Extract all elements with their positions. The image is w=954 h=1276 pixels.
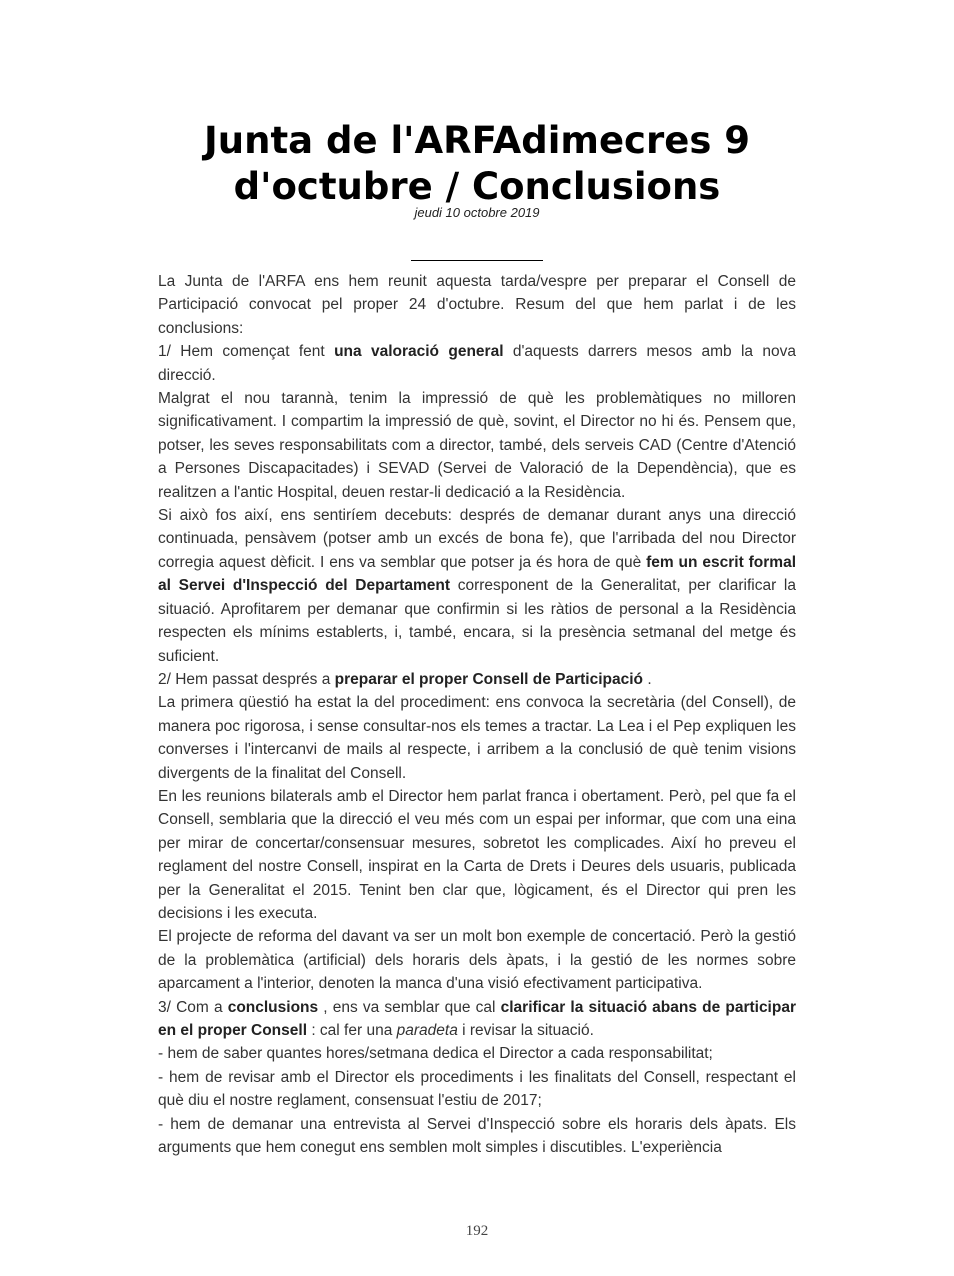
text-run: 2/ Hem passat després a [158,670,335,688]
text-run: corresponent de la Generalitat, per clarificar la situació. Aprofitarem per demanar que confirmin si les ràtios de personal a la Residència respecten els mínims establerts, i, també, encara, si la presència setmanal del metge és suficient. [158,577,796,665]
text-run: . [643,670,652,688]
post-date: jeudi 10 octobre 2019 [414,205,540,220]
text-run: 3/ Com a [158,998,228,1016]
paragraph-point-3 [158,996,796,1043]
paragraph-procediment: La primera qüestió ha estat la del procediment: ens convoca la secretària (del Consell), de manera poc rigorosa, i sense consultar-nos els temes a tractar. La Lea i el Pep expliquen les converses i l'intercanvi de mails al respecte, i arribem a la conclusió de què tenim visions divergents de la finalitat del Consell. [158,694,796,782]
bold-run: una valoració general [334,343,504,361]
article-body [158,270,796,1159]
text-run: i revisar la situació. [457,1022,594,1039]
text-run: d'aquests darrers mesos amb la nova direcció. [158,343,796,384]
text-run: : cal fer una [307,1022,397,1039]
bold-run: clarificar la situació abans de participar en el proper Consell [158,998,796,1039]
bold-run: conclusions [227,998,319,1016]
paragraph-projecte: El projecte de reforma del davant va ser un molt bon exemple de concertació. Però la gestió de la problemàtica (artificial) dels horaris dels àpats, i la gestió de les normes sobre aparcament a l'interior, denoten la manca d'una visió efectivament participativa. [158,928,796,993]
paragraph-point-2 [158,668,796,691]
list-item: - hem de revisar amb el Director els procediments i les finalitats del Consell, respectant el què diu el nostre reglament, consensuat l'estiu de 2017; [158,1068,796,1110]
text-run: , ens va semblar que cal [318,998,501,1016]
page-number: 192 [465,1223,489,1239]
page-title: Junta de l'ARFAdimecres 9 d'octubre / Conclusions [204,119,750,208]
title-divider [411,260,543,261]
paragraph-intro: La Junta de l'ARFA ens hem reunit aquesta tarda/vespre per preparar el Consell de Participació convocat pel proper 24 d'octubre. Resum del que hem parlat i de les conclusions: [158,273,796,337]
bold-run: fem un escrit formal al Servei d'Inspecció del Departament [158,553,796,595]
paragraph-impression: Malgrat el nou tarannà, tenim la impressió de què les problemàtiques no milloren significativament. I compartim la impressió de què, sovint, el Director no hi és. Pensem que, potser, les seves responsabilitats com a director, també, dels serveis CAD (Centre d'Atenció a Persones Discapacitades) i SEVAD (Servei de Valoració de la Dependència), que es realitzen a l'antic Hospital, deuen restar-li dedicació a la Residència. [158,390,796,501]
text-run: Si això fos així, ens sentiríem decebuts: després de demanar durant anys una direcció continuada, pensàvem (potser amb un excés de bona fe), que l'arribada del nou Director corregia aquest dèficit. I ens va semblar que potser ja és hora de què [158,507,796,571]
list-item: - hem de demanar una entrevista al Servei d'Inspecció sobre els horaris dels àpats. Els arguments que hem conegut ens semblen molt simples i discutibles. L'experiència [158,1115,796,1157]
italic-run: paradeta [396,1022,458,1039]
text-run: 1/ Hem començat fent [158,343,335,361]
paragraph-decebuts [158,504,796,668]
paragraph-reunions: En les reunions bilaterals amb el Director hem parlat franca i obertament. Però, pel que fa el Consell, semblaria que la direcció el veu més com un espai per informar, que com una eina per mirar de concertar/consensuar mesures, sobretot les complicades. Així ho preveu el reglament del nostre Consell, inspirat en la Carta de Drets i Deures dels usuaris, publicada per la Generalitat el 2015. Tenint ben clar que, lògicament, és el Director qui pren les decisions i les executa. [158,787,796,922]
paragraph-point-1 [158,340,796,387]
bold-run: preparar el proper Consell de Participació [334,670,644,688]
list-item: - hem de saber quantes hores/setmana dedica el Director a cada responsabilitat; [158,1045,713,1063]
